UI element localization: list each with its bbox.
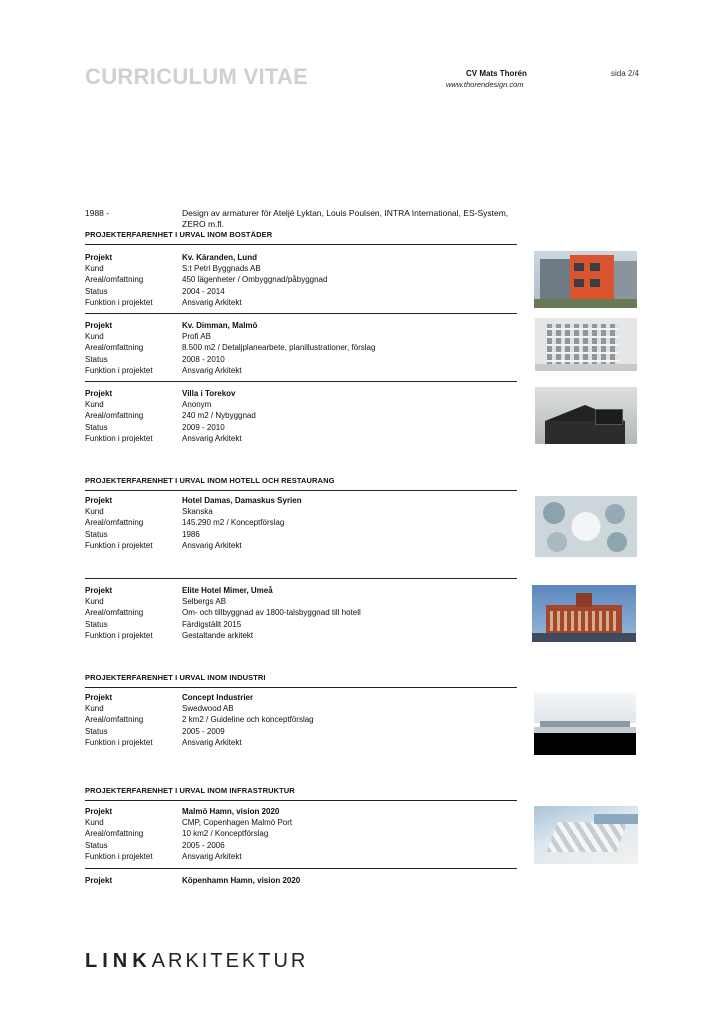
label-status: Status: [85, 422, 108, 432]
brand-thin: ARKITEKTUR: [151, 950, 309, 972]
project-scope: 10 km2 / Konceptförslag: [182, 829, 269, 839]
label-kund: Kund: [85, 704, 104, 714]
label-status: Status: [85, 619, 108, 629]
photo-torekov: [535, 387, 637, 444]
label-funktion: Funktion i projektet: [85, 433, 153, 443]
footer-brand: [85, 950, 308, 973]
project-client: S:t Petri Byggnads AB: [182, 264, 261, 274]
project-role: Ansvarig Arkitekt: [182, 433, 242, 443]
photo-concept-industrier: [534, 693, 636, 755]
project-kopenhamn-hamn: [85, 875, 517, 886]
photo-mimer: [532, 585, 636, 642]
project-name: Malmö Hamn, vision 2020: [182, 807, 280, 816]
label-funktion: Funktion i projektet: [85, 630, 153, 640]
label-funktion: Funktion i projektet: [85, 297, 153, 307]
label-kund: Kund: [85, 597, 104, 607]
label-areal: Areal/omfattning: [85, 411, 144, 421]
label-areal: Areal/omfattning: [85, 343, 144, 353]
section-title-infrastruktur: PROJEKTERFARENHET I URVAL INOM INFRASTRUKTUR: [85, 786, 295, 795]
cv-owner-name: CV Mats Thorén: [466, 69, 527, 78]
project-status: Färdigställt 2015: [182, 619, 242, 629]
project-scope: 240 m2 / Nybyggnad: [182, 411, 256, 421]
project-dimman: [85, 320, 517, 376]
project-karanden: [85, 252, 517, 308]
project-scope: 450 lägenheter / Ombyggnad/påbyggnad: [182, 275, 328, 285]
project-mimer: [85, 585, 517, 641]
project-divider: [85, 381, 517, 382]
label-kund: Kund: [85, 332, 104, 342]
page-number: sida 2/4: [611, 69, 640, 78]
label-funktion: Funktion i projektet: [85, 365, 153, 375]
project-role: Ansvarig Arkitekt: [182, 737, 242, 747]
label-status: Status: [85, 286, 108, 296]
section-divider: [85, 490, 517, 491]
website-link[interactable]: www.thorendesign.com: [446, 80, 524, 89]
label-projekt: Projekt: [85, 253, 113, 262]
project-status: 2005 - 2009: [182, 726, 225, 736]
project-name: Köpenhamn Hamn, vision 2020: [182, 876, 301, 885]
label-funktion: Funktion i projektet: [85, 737, 153, 747]
label-kund: Kund: [85, 400, 104, 410]
section-title-industri: PROJEKTERFARENHET I URVAL INOM INDUSTRI: [85, 673, 266, 682]
project-concept-industrier: [85, 692, 517, 748]
label-status: Status: [85, 529, 108, 539]
project-client: Skanska: [182, 507, 213, 517]
project-divider: [85, 313, 517, 314]
label-status: Status: [85, 354, 108, 364]
project-client: Selbergs AB: [182, 597, 227, 607]
project-scope: 8.500 m2 / Detaljplanearbete, planillustrationer, förslag: [182, 343, 376, 353]
label-projekt: Projekt: [85, 321, 113, 330]
project-divider: [85, 578, 517, 579]
label-status: Status: [85, 840, 108, 850]
project-malmo-hamn: [85, 806, 517, 862]
section-divider: [85, 800, 517, 801]
project-client: Swedwood AB: [182, 704, 234, 714]
label-areal: Areal/omfattning: [85, 608, 144, 618]
section-divider: [85, 687, 517, 688]
label-areal: Areal/omfattning: [85, 275, 144, 285]
label-projekt: Projekt: [85, 586, 113, 595]
project-role: Gestaltande arkitekt: [182, 630, 254, 640]
label-projekt: Projekt: [85, 693, 113, 702]
project-client: Profi AB: [182, 332, 211, 342]
project-name: Kv. Dimman, Malmö: [182, 321, 258, 330]
label-projekt: Projekt: [85, 807, 113, 816]
brand-bold: LINK: [85, 950, 152, 972]
project-scope: 2 km2 / Guideline och konceptförslag: [182, 715, 314, 725]
project-role: Ansvarig Arkitekt: [182, 851, 242, 861]
section-title-hotell: PROJEKTERFARENHET I URVAL INOM HOTELL OCH RESTAURANG: [85, 476, 335, 485]
label-projekt: Projekt: [85, 496, 113, 505]
label-kund: Kund: [85, 264, 104, 274]
project-client: Anonym: [182, 400, 212, 410]
project-status: 2004 - 2014: [182, 286, 225, 296]
label-kund: Kund: [85, 507, 104, 517]
project-status: 2005 - 2006: [182, 840, 225, 850]
project-status: 2009 - 2010: [182, 422, 225, 432]
project-name: Villa i Torekov: [182, 389, 236, 398]
project-client: CMP, Copenhagen Malmö Port: [182, 818, 293, 828]
project-name: Kv. Käranden, Lund: [182, 253, 257, 262]
label-areal: Areal/omfattning: [85, 715, 144, 725]
project-name: Elite Hotel Mimer, Umeå: [182, 586, 273, 595]
project-damas: [85, 495, 517, 551]
label-areal: Areal/omfattning: [85, 518, 144, 528]
project-role: Ansvarig Arkitekt: [182, 297, 242, 307]
label-funktion: Funktion i projektet: [85, 851, 153, 861]
section-divider: [85, 244, 517, 245]
page-title: CURRICULUM VITAE: [85, 64, 309, 89]
photo-karanden: [534, 251, 637, 308]
intro-year: 1988 -: [85, 208, 110, 218]
project-name: Concept Industrier: [182, 693, 254, 702]
label-areal: Areal/omfattning: [85, 829, 144, 839]
intro-text: Design av armaturer för Ateljé Lyktan, Louis Poulsen, INTRA International, ES-System, ZERO m.fl.: [182, 208, 509, 229]
label-projekt: Projekt: [85, 389, 113, 398]
project-scope: Om- och tillbyggnad av 1800-talsbyggnad till hotell: [182, 608, 361, 618]
label-status: Status: [85, 726, 108, 736]
project-role: Ansvarig Arkitekt: [182, 365, 242, 375]
photo-dimman: [535, 318, 637, 371]
project-status: 2008 - 2010: [182, 354, 225, 364]
photo-malmo-hamn: [534, 806, 638, 864]
project-name: Hotel Damas, Damaskus Syrien: [182, 496, 302, 505]
label-funktion: Funktion i projektet: [85, 540, 153, 550]
project-scope: 145.290 m2 / Konceptförslag: [182, 518, 285, 528]
project-role: Ansvarig Arkitekt: [182, 540, 242, 550]
label-kund: Kund: [85, 818, 104, 828]
project-divider: [85, 868, 517, 869]
project-torekov: [85, 388, 517, 444]
project-status: 1986: [182, 529, 200, 539]
photo-damas: [535, 496, 637, 557]
section-title-bostader: PROJEKTERFARENHET I URVAL INOM BOSTÄDER: [85, 230, 273, 239]
label-projekt: Projekt: [85, 876, 113, 885]
